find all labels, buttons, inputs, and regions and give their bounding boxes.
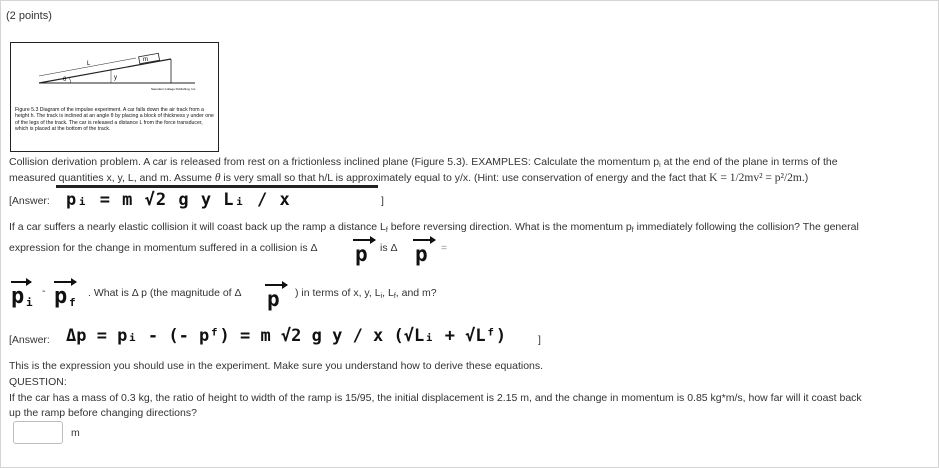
points-label: (2 points) [6,10,52,22]
answer-close-1: ] [381,195,384,207]
formula-overline [56,185,378,188]
unit-label: m [71,427,80,439]
label-theta: θ [63,77,67,83]
vector-p-i: p i [9,276,39,313]
problem-text-equals: = [441,242,448,254]
track-line [39,59,171,83]
question-text-line-2: up the ramp before changing directions? [9,407,197,419]
answer-formula-delta-p: Δp = pᵢ - (- pᶠ) = m √2 g y / x (√Lᵢ + √Lᶠ) [66,326,507,346]
answer-input[interactable] [13,421,63,444]
question-heading: QUESTION: [9,376,67,388]
answer-close-2: ] [538,334,541,346]
label-m: m [143,57,148,63]
vector-p-f: p f [52,276,84,313]
expression-note: This is the expression you should use in the experiment. Make sure you understand how to derive these equations. [9,360,544,372]
label-L: L [87,61,91,67]
answer-label-2: [Answer: [9,334,50,346]
problem-text-line-5a: . What is Δ p (the magnitude of Δ [88,287,242,299]
problem-text-line-5b: ) in terms of x, y, $L_i$, $L_f$, and m? [295,287,437,300]
incline-diagram [11,43,218,105]
problem-text-line-2: measured quantities x, y, L, and m. Assume θ is very small so that h/L is approximately equal to y/x. (Hint: use conservation of energy and the fact that K = 1/2mv² = p²/2m.) [9,172,809,184]
kinetic-energy-formula: K = 1/2mv² = p²/2m. [709,172,805,184]
figure-5-3 [10,42,219,152]
figure-caption: Figure 5.3 Diagram of the impulse experiment. A car falls down the air track from a height h. The track is inclined at an angle θ by placing a block of thickness y under one of the legs of the track. The car is released a distance L from the force transducer, which is placed at the bottom of the track. [15,107,214,132]
vector-p-1: p [350,234,380,271]
vector-p-3: p [262,279,292,316]
answer-label-1: [Answer: [9,195,50,207]
problem-text-line-4: expression for the change in momentum suffered in a collision is Δ [9,242,318,254]
problem-text-is: is Δ [380,242,398,254]
problem-text-line-3: If a car suffers a nearly elastic collision it will coast back up the ramp a distance $L_f$ before reversing direction. What is the momentum $p_f$ immediately following the collision? The general [9,221,859,234]
vector-p-2: p [410,234,440,271]
figure-credit: Saunders College Publishing, Inc. [151,87,197,91]
answer-formula-pi: pᵢ = m √2 g y Lᵢ / x [66,190,291,210]
question-text-line-1: If the car has a mass of 0.3 kg, the ratio of height to width of the ramp is 15/95, the initial displacement is 2.15 m, and the change in momentum is 0.85 kg*m/s, how far will it coast back [9,392,862,404]
problem-text-line-1: Collision derivation problem. A car is released from rest on a frictionless inclined plane (Figure 5.3). EXAMPLES: Calculate the momentum $p_i$ at the end of the plane in terms of the [9,156,838,169]
label-y: y [114,75,117,81]
vector-minus: - [42,285,46,297]
